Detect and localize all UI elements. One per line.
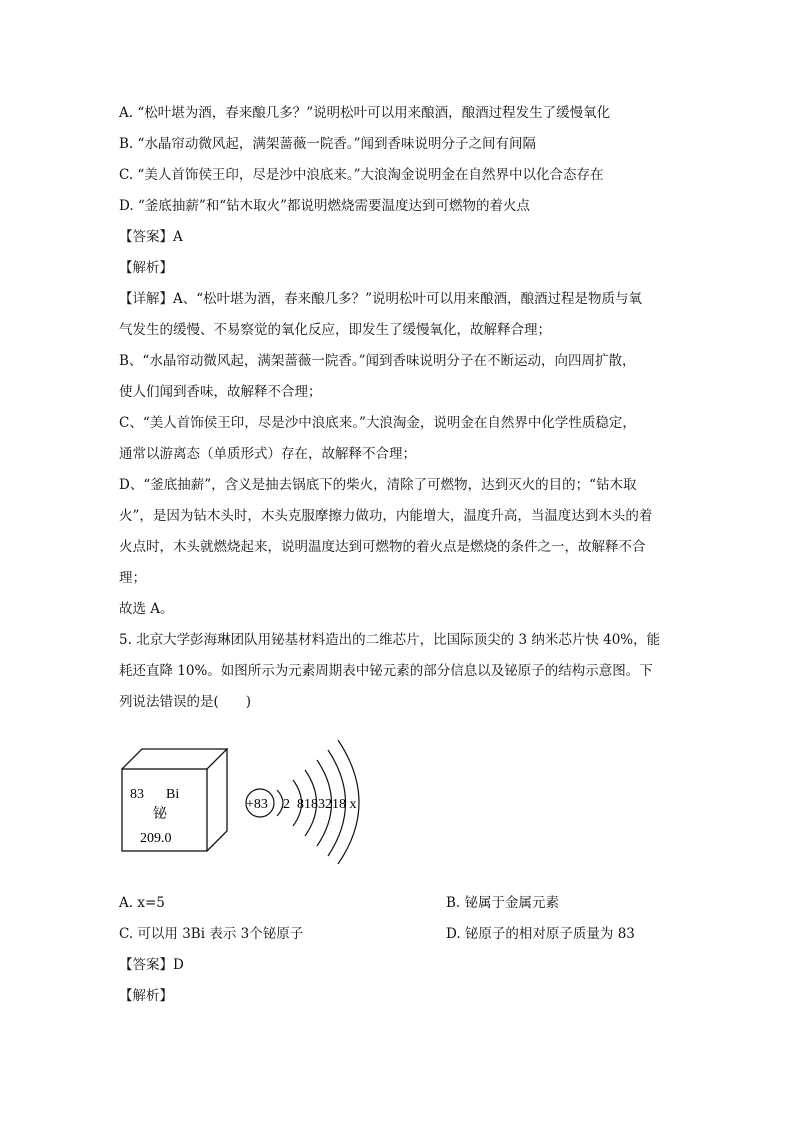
electron-counts: 2 8183218 x <box>283 797 357 812</box>
q4-answer: 【答案】A <box>119 229 183 245</box>
element-mass: 209.0 <box>140 831 172 846</box>
element-number: 83 <box>130 787 144 802</box>
q5-stem-line: 5. 北京大学彭海琳团队用铋基材料造出的二维芯片，比国际顶尖的 3 纳米芯片快 40%，能 <box>119 632 661 648</box>
q5-option-a: A. x=5 <box>119 895 165 911</box>
q4-detail-line: 故选 A。 <box>119 601 174 617</box>
bismuth-diagram <box>118 724 378 864</box>
q4-option-b: B. “水晶帘动微风起，满架蔷薇一院香。”闻到香味说明分子之间有间隔 <box>119 136 537 152</box>
q4-detail-line: 火点时，木头就燃烧起来，说明温度达到可燃物的着火点是燃烧的条件之一，故解释不合 <box>119 539 646 555</box>
q4-detail-line: 理； <box>119 570 146 586</box>
q4-detail-line: 【详解】A、“松叶堪为酒，春来酿几多？”说明松叶可以用来酿酒，酿酒过程是物质与氧 <box>119 291 643 307</box>
nucleus-charge: +83 <box>246 797 268 812</box>
q5-option-b: B. 铋属于金属元素 <box>446 895 560 911</box>
bismuth-figure <box>118 724 378 864</box>
cube-top-face <box>122 749 227 769</box>
q5-stem-line: 列说法错误的是( ) <box>119 694 252 710</box>
q4-detail-line: 气发生的缓慢、不易察觉的氧化反应，即发生了缓慢氧化，故解释合理； <box>119 322 551 338</box>
q5-analysis-heading: 【解析】 <box>119 988 173 1004</box>
q4-option-d: D. “釜底抽薪”和“钻木取火”都说明燃烧需要温度达到可燃物的着火点 <box>119 198 531 214</box>
q4-analysis-heading: 【解析】 <box>119 260 173 276</box>
q5-answer: 【答案】D <box>119 957 184 973</box>
q4-option-a: A. “松叶堪为酒，春来酿几多？”说明松叶可以用来酿酒，酿酒过程发生了缓慢氧化 <box>119 105 611 121</box>
cube-side-face <box>207 749 227 851</box>
q4-detail-line: 使人们闻到香味，故解释不合理； <box>119 384 322 400</box>
q4-detail-line: C、“美人首饰侯王印，尽是沙中浪底来。”大浪淘金，说明金在自然界中化学性质稳定， <box>119 415 636 431</box>
element-name: 铋 <box>153 806 167 822</box>
q4-detail-line: 火”，是因为钻木头时，木头克服摩擦力做功，内能增大，温度升高，当温度达到木头的着 <box>119 508 653 524</box>
q5-option-c: C. 可以用 3Bi 表示 3个铋原子 <box>119 926 304 942</box>
q5-stem-line: 耗还直降 10%。如图所示为元素周期表中铋元素的部分信息以及铋原子的结构示意图。下 <box>119 663 653 679</box>
q4-detail-line: D、“釜底抽薪”，含义是抽去锅底下的柴火，清除了可燃物，达到灭火的目的；“钻木取 <box>119 477 637 493</box>
q4-option-c: C. “美人首饰侯王印，尽是沙中浪底来。”大浪淘金说明金在自然界中以化合态存在 <box>119 167 604 183</box>
element-symbol: Bi <box>166 787 180 802</box>
q4-detail-line: B、“水晶帘动微风起，满架蔷薇一院香。”闻到香味说明分子在不断运动，向四周扩散， <box>119 353 636 369</box>
q5-option-d: D. 铋原子的相对原子质量为 83 <box>446 926 635 942</box>
q4-detail-line: 通常以游离态（单质形式）存在，故解释不合理； <box>119 446 416 462</box>
